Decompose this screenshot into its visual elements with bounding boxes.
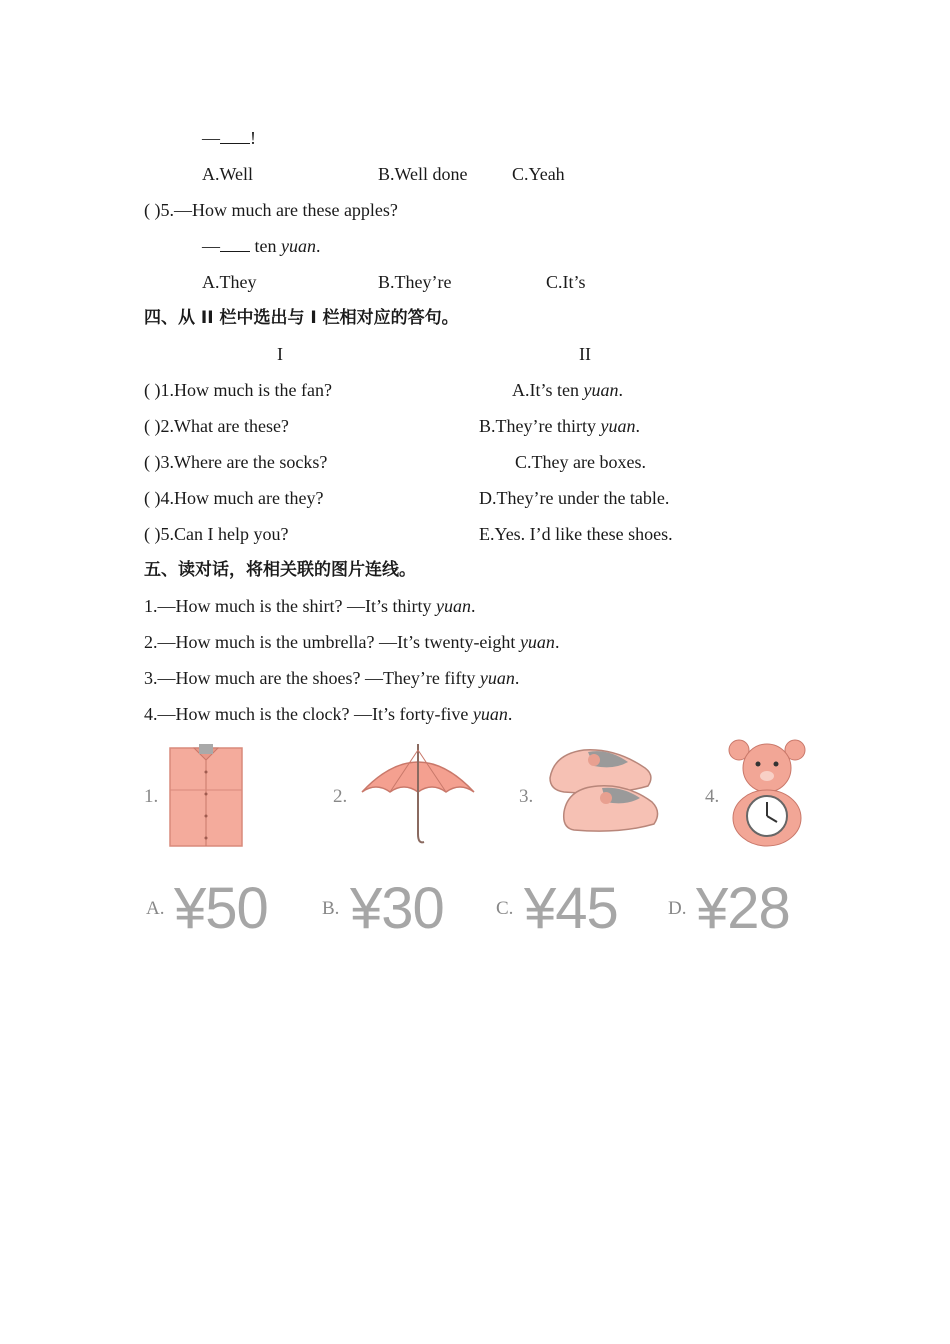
yuan-italic: yuan [281,236,316,256]
answer-paren[interactable]: ( ) [144,416,161,436]
answer-paren[interactable]: ( ) [144,380,161,400]
picture-number-4: 4. [705,786,720,807]
umbrella-icon[interactable] [358,742,478,851]
yuan-italic: yuan [435,596,471,616]
answer-paren[interactable]: ( ) [144,200,161,220]
yuan-italic: yuan [600,416,636,436]
price-label-d: D. [668,898,687,919]
answer-text: D.They’re under the table. [479,488,670,508]
shoes-icon[interactable] [544,740,664,849]
q5-option-a: A.They [202,272,257,292]
answer-text: E.Yes. I’d like these shoes. [479,524,673,544]
picture-number-3: 3. [519,786,534,807]
dialog-text: 2.—How much is the umbrella? —It’s twenty-eight [144,632,520,652]
dialog-2 [144,631,559,653]
price-label-c: C. [496,898,514,919]
answer-text: A.It’s ten [512,380,584,400]
answer-text: ten [250,236,281,256]
match-answer-a [512,379,623,401]
column-i-header: I [277,344,283,364]
dash: — [202,128,220,148]
match-answer-d [479,487,669,509]
period: . [554,632,560,652]
dialog-text: 3.—How much are the shoes? —They’re fifty [144,668,480,688]
period: . [618,380,623,400]
match-question-4 [144,487,323,509]
question-text: 1.How much is the fan? [160,380,332,400]
dialog-4 [144,703,512,725]
column-ii-header: II [579,344,591,364]
match-question-3 [144,451,327,473]
answer-paren[interactable]: ( ) [144,452,161,472]
period: . [507,704,513,724]
period: . [316,236,321,256]
picture-number-1: 1. [144,786,159,807]
dialog-text: 1.—How much is the shirt? —It’s thirty [144,596,436,616]
yuan-italic: yuan [519,632,555,652]
q5-option-c: C.It’s [546,272,586,292]
answer-paren[interactable]: ( ) [144,488,161,508]
period: . [635,416,640,436]
picture-number-2: 2. [333,786,348,807]
price-d[interactable]: ¥28 [696,876,790,941]
q5-option-b: B.They’re [378,272,452,292]
price-label-a: A. [146,898,165,919]
question-text: 5.Can I help you? [160,524,289,544]
answer-paren[interactable]: ( ) [144,524,161,544]
price-label-b: B. [322,898,340,919]
q5-question-line [144,199,398,221]
q4-answer-line [202,127,256,149]
answer-text: C.They are boxes. [515,452,646,472]
yuan-italic: yuan [583,380,619,400]
price-b[interactable]: ¥30 [350,876,444,941]
bear-clock-icon[interactable] [727,738,807,853]
q4-option-a: A.Well [202,164,254,184]
yuan-italic: yuan [479,668,515,688]
yuan-italic: yuan [472,704,508,724]
price-c[interactable]: ¥45 [524,876,618,941]
answer-text: B.They’re thirty [479,416,601,436]
match-question-5 [144,523,288,545]
exclaim: ! [250,128,256,148]
dialog-3 [144,667,519,689]
match-answer-b [479,415,640,437]
question-text: 2.What are these? [160,416,289,436]
dialog-1 [144,595,475,617]
question-text: 4.How much are they? [160,488,324,508]
price-a[interactable]: ¥50 [174,876,268,941]
question-text: 3.Where are the socks? [160,452,328,472]
answer-blank[interactable] [220,235,250,252]
match-answer-e [479,523,673,545]
period: . [470,596,476,616]
q4-option-c: C.Yeah [512,164,565,184]
answer-blank[interactable] [220,127,250,144]
match-answer-c [515,451,646,473]
match-question-1 [144,379,332,401]
dialog-text: 4.—How much is the clock? —It’s forty-five [144,704,473,724]
shirt-icon[interactable] [166,742,246,853]
period: . [514,668,520,688]
dash: — [202,236,220,256]
section5-title: 五、读对话，将相关联的图片连线。 [144,560,416,580]
q5-question: 5.—How much are these apples? [160,200,398,220]
section4-title: 四、从 II 栏中选出与 I 栏相对应的答句。 [144,308,459,328]
match-question-2 [144,415,289,437]
q5-answer-line [202,235,321,257]
q4-option-b: B.Well done [378,164,468,184]
